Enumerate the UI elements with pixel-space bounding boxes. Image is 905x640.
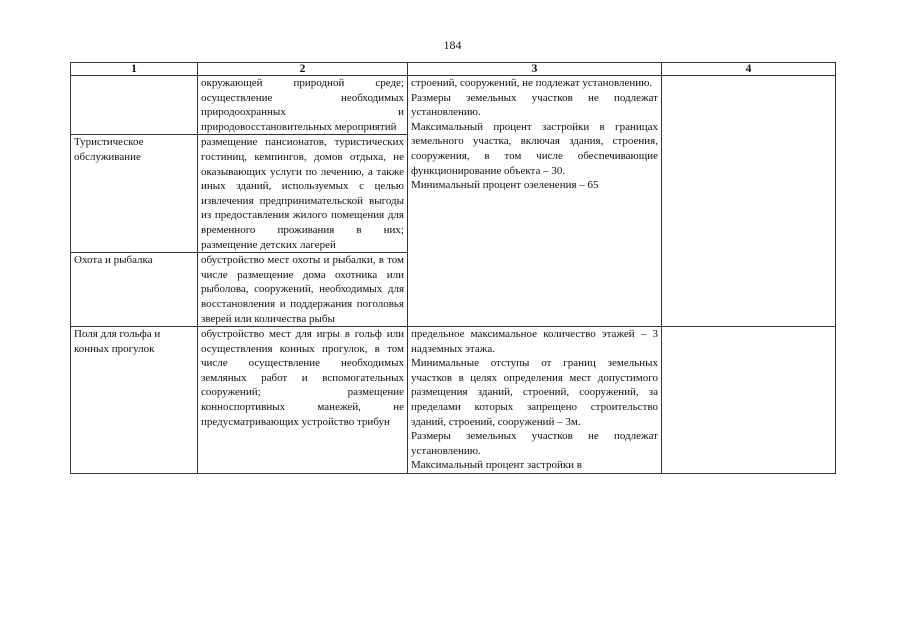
table-row <box>71 327 836 474</box>
notes-cell <box>662 327 836 474</box>
table-header-row <box>71 63 836 76</box>
parameter-text: строений, сооружений, не подлежат установлению. <box>411 77 653 89</box>
regulations-table <box>70 62 836 474</box>
use-type-cell <box>71 76 198 135</box>
use-description-cell: окружающей природной среде; осуществление необходимых природоохранных и природовосстановительных мероприятий <box>198 76 408 135</box>
parameter-text: Размеры земельных участков не подлежат установлению. <box>411 91 658 119</box>
use-description-cell: размещение пансионатов, туристических гостиниц, кемпингов, домов отдыха, не оказывающих услуги по лечению, а также иных зданий, используемых с целью извлечения предпринимательской выгоды из предоставления жилого помещения для временного проживания в них; размещение детских лагерей <box>198 135 408 253</box>
parameters-cell <box>408 327 662 474</box>
use-type-cell: Охота и рыбалка <box>71 253 198 327</box>
use-description-cell: обустройство мест охоты и рыбалки, в том числе размещение дома охотника или рыболова, сооружений, необходимых для восстановления и поддержания поголовья зверей или количества рыбы <box>198 253 408 327</box>
notes-cell <box>662 76 836 327</box>
parameter-text: Минимальные отступы от границ земельных участков в целях определения мест допустимого размещения зданий, строений, сооружений, за пределами которых запрещено строительство зданий, строений, сооружений – 3м. <box>411 357 658 428</box>
column-header: 2 <box>198 63 408 76</box>
parameter-text: предельное максимальное количество этажей – 3 надземных этажа. <box>411 328 658 355</box>
column-header: 4 <box>662 63 836 76</box>
parameters-cell <box>408 76 662 327</box>
parameter-text: Минимальный процент озеленения – 65 <box>411 179 599 192</box>
use-type-cell: Туристическое обслуживание <box>71 135 198 253</box>
table-row <box>71 76 836 135</box>
column-header: 3 <box>408 63 662 76</box>
parameter-text: Размеры земельных участков не подлежат установлению. <box>411 430 658 457</box>
page-number: 184 <box>443 38 462 52</box>
column-header: 1 <box>71 63 198 76</box>
use-type-cell: Поля для гольфа и конных прогулок <box>71 327 198 474</box>
parameter-text: Максимальный процент застройки в границах земельного участка, включая здания, строения, сооружения, в том числе обеспечивающие функционирование объекта – 30. <box>411 120 658 177</box>
parameter-text: Максимальный процент застройки в <box>411 459 582 472</box>
use-description-cell: обустройство мест для игры в гольф или осуществления конных прогулок, в том числе осуществление необходимых земляных работ и вспомогательных сооружений; размещение конноспортивных манежей, не предусматривающих устройство трибун <box>198 327 408 474</box>
